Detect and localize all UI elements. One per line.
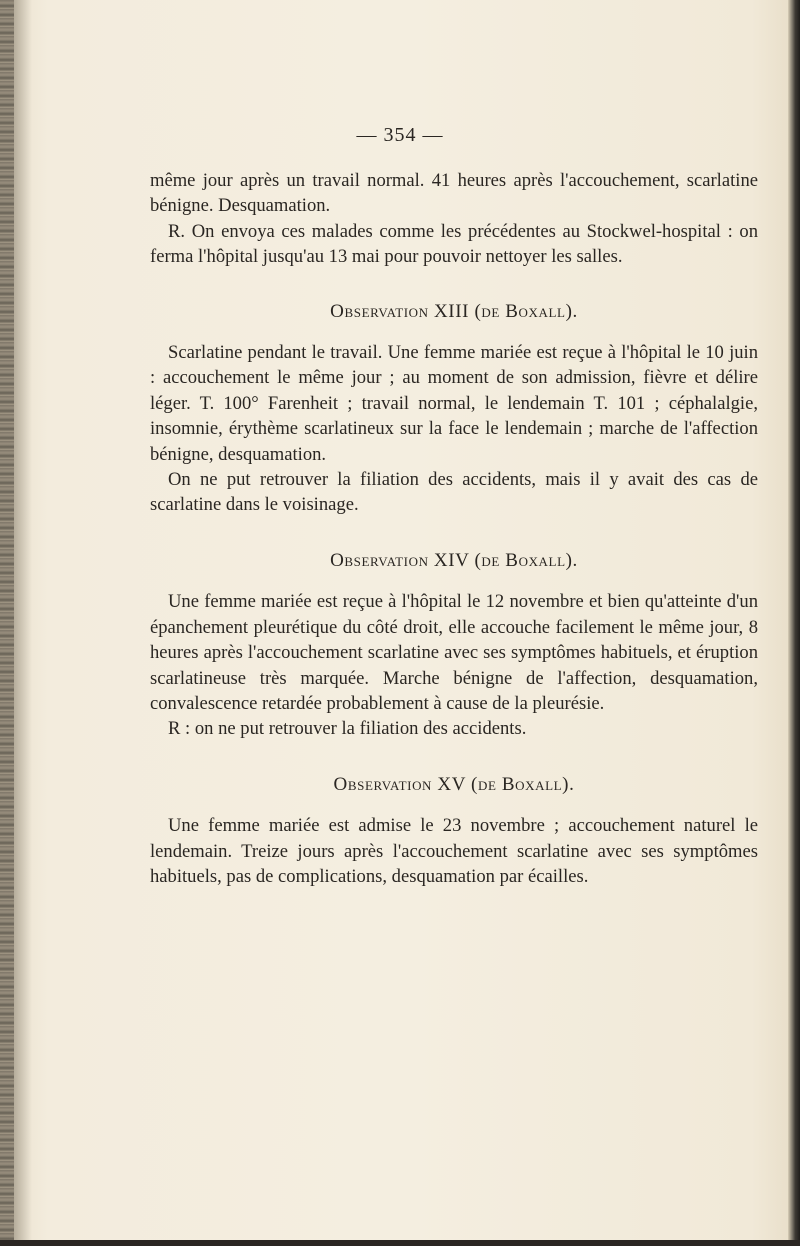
paragraph: On ne put retrouver la filiation des accidents, mais il y avait des cas de scarlatine dans le voisinage.	[150, 469, 758, 516]
page-bottom-edge	[0, 1240, 800, 1246]
paragraph: R : on ne put retrouver la filiation des accidents.	[168, 718, 527, 740]
book-binding-edge	[0, 0, 14, 1246]
paragraph: Une femme mariée est admise le 23 novembre ; accouchement naturel le lendemain. Treize jours après l'accouchement scarlatine avec ses symptômes habituels, pas de complications, desquamation par écailles.	[150, 815, 758, 887]
paragraph: Une femme mariée est reçue à l'hôpital le 12 novembre et bien qu'atteinte d'un épanchement pleurétique du côté droit, elle accouche facilement le même jour, 8 heures après l'accouchement scarlatine avec ses symptômes habituels, et éruption scarlatineuse très marquée. Marche bénigne de l'affection, desquamation, convalescence retardée probablement à cause de la pleurésie.	[150, 591, 758, 714]
observation-heading: Observation XV (de Boxall).	[333, 773, 575, 795]
page-number: — 354 —	[356, 124, 444, 146]
observation-heading: Observation XIV (de Boxall).	[330, 549, 578, 571]
binding-shadow	[14, 0, 32, 1246]
observation-heading: Observation XIII (de Boxall).	[330, 300, 578, 322]
paragraph: même jour après un travail normal. 41 heures après l'accouchement, scarlatine bénigne. Desquamation.	[150, 170, 758, 217]
body-text	[150, 168, 758, 889]
paragraph: R. On envoya ces malades comme les précédentes au Stockwel-hospital : on ferma l'hôpital jusqu'au 13 mai pour pouvoir nettoyer les salles.	[150, 220, 758, 268]
paragraph: Scarlatine pendant le travail. Une femme mariée est reçue à l'hôpital le 10 juin : accouchement le même jour ; au moment de son admission, fièvre et délire léger. T. 100° Farenheit ; travail normal, le lendemain T. 101 ; céphalalgie, insomnie, érythème scarlatineux sur la face le lendemain ; marche de l'affection bénigne, desquamation.	[150, 342, 758, 465]
page-right-edge	[788, 0, 800, 1246]
